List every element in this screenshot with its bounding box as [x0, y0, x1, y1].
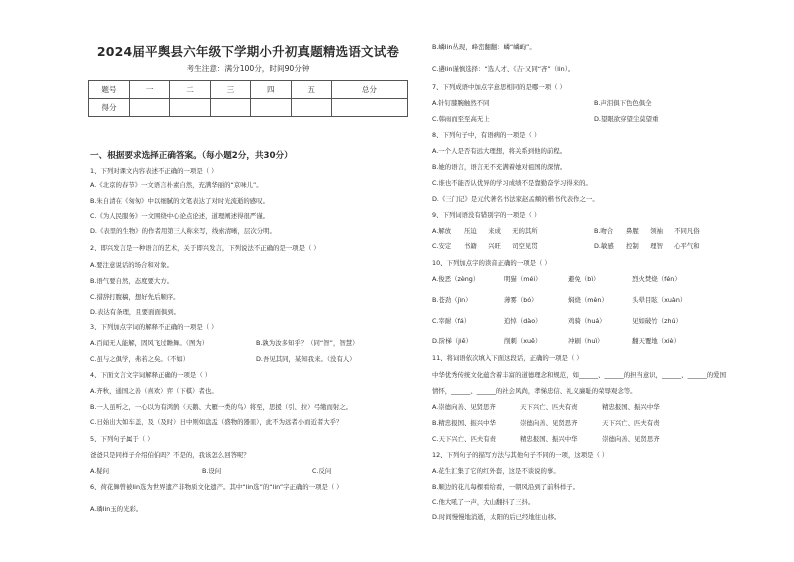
- score-cell: [210, 99, 250, 117]
- option-line: [432, 420, 660, 427]
- option-word: 翻天覆地（xiè）: [632, 337, 680, 345]
- option-word: C.宰耐（fá）: [432, 317, 471, 325]
- question-text: 爸爸只是同样子介绍伯伯吗？不是的，我该怎么回答呢？: [90, 451, 250, 459]
- option-line: [432, 243, 538, 250]
- option-line: B.声泪俱下色色俱全: [594, 99, 652, 107]
- question-line: 11、将词语依次填入下面这段话，正确的一项是（ ）: [432, 354, 583, 362]
- option-line: B.一人虽听之，一心以为有鸿鹄（天鹅、大雁一类的鸟）将至，思援（引、拉）弓缴而射之。: [90, 403, 353, 411]
- option-line: C.他大吼了一声，大山翻抖了三抖。: [432, 498, 535, 506]
- option-word: 鼻腥: [626, 227, 639, 235]
- option-line: C.谁也不能否认优异的学习成绩不是靠勤奋学习得来的。: [432, 179, 592, 187]
- option-line: [432, 338, 680, 345]
- question-line: 5、下列句子属于（ ）: [90, 435, 154, 443]
- question-line: 12、下列句子的描写方法与其他句子不同的一项，这项是（ ）: [432, 451, 609, 459]
- option-line: [432, 404, 660, 411]
- option-line: [432, 436, 660, 443]
- option-line: C.日始出大如车盖，及（及时）日中则如盘盂（盛物的器皿），此不为远者小而近者大乎？: [90, 418, 343, 426]
- question-text: 情怀，______、______的社会风尚，孝悌忠信、礼义廉耻的荣辱观念等。: [432, 387, 637, 395]
- score-row-label: 得分: [89, 99, 130, 117]
- option-word: 冲刷（huì）: [568, 337, 604, 345]
- option-word: A.崇德向善、见贤思齐: [432, 403, 496, 411]
- option-word: 薄雾（bó）: [504, 296, 538, 304]
- option-line: C.韩雨而至至高无上: [432, 115, 490, 123]
- option-word: 见如破竹（zhú）: [632, 317, 682, 325]
- option-word: 领袖: [650, 227, 663, 235]
- option-word: A.俊恶（zèng）: [432, 275, 480, 283]
- question-line: 9、下列词语没有错别字的一项是（ ）: [432, 211, 541, 219]
- question-line: 7、下列成语中加点字意思相同的是哪一项（ ）: [432, 83, 566, 91]
- question-text: 中华优秀传统文化蕴含着丰富的道德理念和规范，如______、______的担当意识，______、______的爱国: [432, 371, 726, 379]
- option-word: D.阶梯（jiē）: [432, 337, 472, 345]
- option-line: A.一个人是否有远大理想，将关系到他的前程。: [432, 147, 567, 155]
- option-word: 压迫: [464, 227, 477, 235]
- score-cell: [251, 99, 291, 117]
- option-word: 精忠报国、振兴中华: [602, 403, 660, 411]
- option-word: 兴旺: [488, 242, 501, 250]
- option-line: A.齐秋，通国之善（喜欢）弈（下棋）者也。: [90, 387, 218, 395]
- option-word: 心平气和: [674, 242, 700, 250]
- option-word: 焖烧（mèn）: [568, 296, 608, 304]
- option-word: 崇德向善、见贤思齐: [520, 419, 578, 427]
- option-line: [432, 228, 538, 235]
- option-line: C.措辞打腹稿，想好先后顺序。: [90, 293, 180, 301]
- exam-title: 2024届平舆县六年级下学期小升初真题精选语文试卷: [96, 44, 400, 59]
- option-word: C.天下兴亡、匹夫有责: [432, 435, 497, 443]
- option-line: A.百闻无人能解，固风飞过瞻舞。（图为）: [90, 339, 209, 347]
- option-line: A.针钉膝腕触然不同: [432, 99, 490, 107]
- option-word: B.吻合: [594, 227, 614, 235]
- option-line: B.设问: [202, 467, 222, 475]
- option-line: A.疑问: [90, 467, 110, 475]
- option-word: 无的其所: [512, 227, 538, 235]
- question-line: 3、下列加点字词的解释不正确的一项是（ ）: [90, 323, 218, 331]
- option-line: D.表达有条理，且要面面俱到。: [90, 308, 181, 316]
- option-line: A.《北京的春节》一文语言朴素自然，充满华丽的“京味儿”。: [90, 181, 263, 189]
- option-line: [594, 228, 700, 235]
- option-line: C.反问: [312, 467, 332, 475]
- score-cell: [170, 99, 210, 117]
- option-word: 司空见贯: [512, 242, 538, 250]
- question-line: 1、下列对课文内容表述不正确的一项是（ ）: [90, 167, 218, 175]
- score-cell: [331, 99, 407, 117]
- option-word: 烈火焚烧（fén）: [632, 275, 681, 283]
- question-line: 8、下列句子中，有语病的一项是（ ）: [432, 131, 541, 139]
- option-word: B.精忠报国、振兴中华: [432, 419, 496, 427]
- option-word: C.安定: [432, 242, 452, 250]
- score-row: [89, 99, 408, 117]
- option-word: 精忠报国、振兴中华: [520, 435, 578, 443]
- option-line: [432, 318, 682, 325]
- score-cell: [291, 99, 331, 117]
- option-line: A.要注意说话的场合和对象。: [90, 261, 173, 269]
- option-line: B.她的语言，语言无不充满着她对祖国的深情。: [432, 163, 567, 171]
- score-header-cell: 四: [251, 81, 291, 99]
- score-header-cell: 二: [170, 81, 210, 99]
- option-line: D.《三门记》是元代著名书法家赵孟頫的楷书代表作之一。: [432, 195, 599, 203]
- option-word: 天下兴亡、匹夫有责: [602, 419, 660, 427]
- question-line: 6、荷花舞曾被lin选为世界遗产非物质文化遗产。其中“lin选”的“lin”字正确的一项是（ ）: [90, 483, 343, 491]
- option-word: 避免（bì）: [568, 275, 600, 283]
- score-cell: [130, 99, 170, 117]
- option-word: 书籍: [464, 242, 477, 250]
- option-line: [432, 276, 681, 283]
- option-line: C.《为人民服务》一文围绕中心论点论述，道理阐述得很严谨。: [90, 212, 270, 220]
- option-line: C.遴lin谨慎选择：“选人才、《吉·又同“吝”（lin）。: [432, 65, 575, 73]
- option-word: 控制: [626, 242, 639, 250]
- exam-note: 考生注意：满分100分，时间90分钟: [186, 64, 310, 73]
- option-line: A.璘lin玉的光彩。: [90, 505, 143, 513]
- option-word: 追悼（dào）: [504, 317, 542, 325]
- score-table: [88, 80, 408, 117]
- option-word: B.苍劲（jìn）: [432, 296, 472, 304]
- option-line: B.顺边的花儿每棵看给看，一朝风沿到了前科样子。: [432, 483, 580, 491]
- option-word: 鸡骑（huá）: [568, 317, 606, 325]
- option-word: D.敏感: [594, 242, 614, 250]
- option-line: D.吾见其同，某知我来。（没有人）: [256, 355, 356, 363]
- option-line: D.望眼欲穿望尘莫望重: [594, 115, 659, 123]
- option-line: B.孰为汝多知乎？（同“智”，智慧）: [256, 339, 359, 347]
- option-word: 理智: [650, 242, 663, 250]
- option-line: B.语气要自然，态度要大方。: [90, 277, 174, 285]
- option-word: 崇德向善、见贤思齐: [602, 435, 660, 443]
- score-header-cell: 五: [291, 81, 331, 99]
- score-header-cell: 一: [130, 81, 170, 99]
- score-header-row: [89, 81, 408, 99]
- option-word: 削刺（xuē）: [504, 337, 542, 345]
- question-line: 2、即兴发言是一种语言的艺术，关于即兴发言，下列说法不正确的是一项是（ ）: [90, 244, 320, 252]
- question-line: 10、下列加点字的读音正确的一项是（ ）: [432, 259, 551, 267]
- option-word: A.解放: [432, 227, 452, 235]
- option-word: 不同凡俗: [674, 227, 700, 235]
- score-header-cell: 三: [210, 81, 250, 99]
- section-heading: 一、根据要求选择正确答案。（每小题2分，共30分）: [90, 151, 293, 161]
- option-line: D.时间慢慢地消逝，太阳的后已经地往山移。: [432, 513, 561, 521]
- question-line: 4、下面文言文字词解释正确的一项是（ ）: [90, 371, 212, 379]
- score-header-cell: 总分: [331, 81, 407, 99]
- option-line: [432, 297, 686, 304]
- option-word: 天下兴亡、匹夫有责: [520, 403, 578, 411]
- option-line: [594, 243, 700, 250]
- option-line: B.嶙lin丛现，峰峦翻翻：嶙“嶙峋”。: [432, 43, 536, 51]
- option-line: D.《表里的生物》的作者用第三人称来写，线索清晰，层次分明。: [90, 227, 276, 235]
- option-line: C.虽与之俱学，弗若之矣。（不如）: [90, 355, 190, 363]
- option-word: 明猫（méi）: [504, 275, 542, 283]
- score-header-cell: 题号: [89, 81, 130, 99]
- option-line: B.朱自清在《匆匆》中以细腻的文笔表达了对时光流逝的感叹。: [90, 197, 269, 205]
- option-line: A.花生汇集了它的红外套，这是不谈说的事。: [432, 467, 560, 475]
- option-word: 头晕目眩（xuàn）: [632, 296, 687, 304]
- option-word: 来成: [488, 227, 501, 235]
